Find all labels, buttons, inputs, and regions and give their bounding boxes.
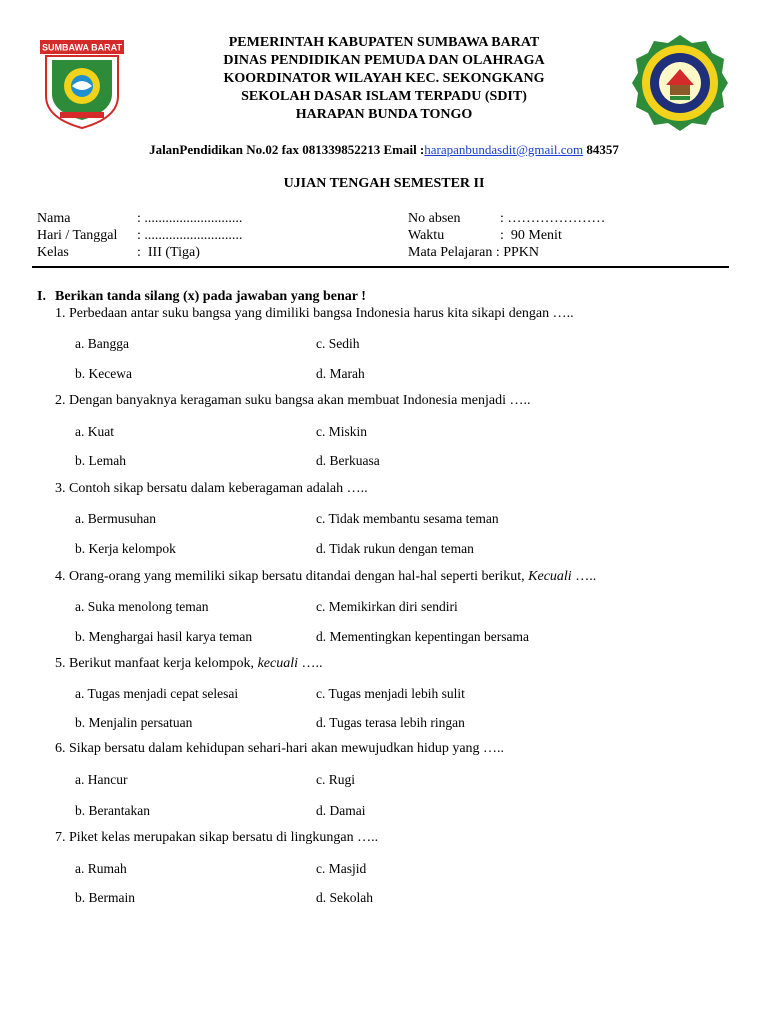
question	[55, 481, 368, 497]
school-address	[0, 142, 768, 158]
header-line-department: DINAS PENDIDIKAN PEMUDA DAN OLAHRAGA	[223, 53, 545, 68]
question-text: Sikap bersatu dalam kehidupan sehari-hari akan mewujudkan hidup yang …..	[69, 741, 505, 756]
option-b[interactable]: b. Bermain	[75, 890, 135, 905]
no-absen-label: No absen	[408, 211, 461, 226]
option-d[interactable]: d. Marah	[316, 366, 365, 381]
question-number: 4.	[55, 569, 66, 584]
option-c[interactable]: c. Memikirkan diri sendiri	[316, 599, 458, 614]
header-line-coordinator: KOORDINATOR WILAYAH KEC. SEKONGKANG	[223, 71, 545, 86]
option-a[interactable]: a. Bermusuhan	[75, 511, 156, 526]
question-text: Dengan banyaknya keragaman suku bangsa akan membuat Indonesia menjadi …..	[69, 393, 531, 408]
question	[55, 830, 378, 846]
option-c[interactable]: c. Rugi	[316, 772, 355, 787]
option-a[interactable]: a. Bangga	[75, 336, 129, 351]
waktu-value: : 90 Menit	[500, 228, 562, 243]
kelas-label: Kelas	[37, 245, 69, 260]
question	[55, 741, 504, 757]
no-absen-field[interactable]: : …………………	[500, 211, 606, 226]
question	[55, 656, 322, 672]
header-divider	[32, 266, 729, 268]
header-line-school-name: HARAPAN BUNDA TONGO	[295, 107, 473, 122]
option-c[interactable]: c. Tidak membantu sesama teman	[316, 511, 499, 526]
option-d[interactable]: d. Damai	[316, 803, 366, 818]
option-a[interactable]: a. Rumah	[75, 861, 127, 876]
header-line-government: PEMERINTAH KABUPATEN SUMBAWA BARAT	[228, 35, 540, 50]
option-d[interactable]: d. Mementingkan kepentingan bersama	[316, 629, 529, 644]
question-text: Perbedaan antar suku bangsa yang dimiliki bangsa Indonesia harus kita sikapi dengan …..	[69, 306, 574, 321]
email-link[interactable]: harapanbundasdit@gmail.com	[424, 142, 584, 157]
option-a[interactable]: a. Tugas menjadi cepat selesai	[75, 686, 239, 701]
question-text: Piket kelas merupakan sikap bersatu di lingkungan …..	[69, 830, 379, 845]
option-d[interactable]: d. Tugas terasa lebih ringan	[316, 715, 465, 730]
header-line-school-type: SEKOLAH DASAR ISLAM TERPADU (SDIT)	[241, 89, 527, 104]
option-a[interactable]: a. Hancur	[75, 772, 128, 787]
option-c[interactable]: c. Sedih	[316, 336, 360, 351]
question-number: 6.	[55, 741, 66, 756]
postal-code: 84357	[583, 142, 619, 157]
exam-title: UJIAN TENGAH SEMESTER II	[283, 176, 485, 191]
nama-label: Nama	[37, 211, 71, 226]
question-tail: …..	[571, 569, 597, 584]
question-text: Orang-orang yang memiliki sikap bersatu ditandai dengan hal-hal seperti berikut,	[69, 569, 529, 584]
option-d[interactable]: d. Berkuasa	[316, 453, 380, 468]
question-number: 7.	[55, 830, 66, 845]
section-instruction: Berikan tanda silang (x) pada jawaban yang benar !	[55, 289, 366, 304]
section-number: I.	[37, 289, 46, 304]
question-text: Contoh sikap bersatu dalam keberagaman adalah …..	[69, 481, 368, 496]
question-emphasis: Kecuali	[528, 569, 572, 584]
option-c[interactable]: c. Tugas menjadi lebih sulit	[316, 686, 465, 701]
hari-tanggal-label: Hari / Tanggal	[37, 228, 118, 243]
question-number: 5.	[55, 656, 66, 671]
address-text: JalanPendidikan No.02 fax 081339852213 Email :	[149, 142, 425, 157]
question-number: 3.	[55, 481, 66, 496]
option-d[interactable]: d. Sekolah	[316, 890, 373, 905]
option-b[interactable]: b. Berantakan	[75, 803, 150, 818]
option-c[interactable]: c. Masjid	[316, 861, 367, 876]
kelas-value: : III (Tiga)	[137, 245, 200, 260]
option-a[interactable]: a. Kuat	[75, 424, 114, 439]
option-c[interactable]: c. Miskin	[316, 424, 368, 439]
nama-field[interactable]: : ............................	[137, 211, 243, 226]
question	[55, 306, 574, 322]
logo-banner-text: SUMBAWA BARAT	[42, 42, 122, 53]
question-emphasis: kecuali	[257, 656, 298, 671]
option-a[interactable]: a. Suka menolong teman	[75, 599, 209, 614]
hari-tanggal-field[interactable]: : ............................	[137, 228, 243, 243]
option-d[interactable]: d. Tidak rukun dengan teman	[316, 541, 474, 556]
question-tail: …..	[297, 656, 323, 671]
option-b[interactable]: b. Kecewa	[75, 366, 132, 381]
option-b[interactable]: b. Lemah	[75, 453, 126, 468]
mata-pelajaran: Mata Pelajaran : PPKN	[408, 245, 540, 260]
question-number: 2.	[55, 393, 66, 408]
question-text: Berikut manfaat kerja kelompok,	[69, 656, 258, 671]
waktu-label: Waktu	[408, 228, 445, 243]
question	[55, 393, 530, 409]
question-number: 1.	[55, 306, 66, 321]
option-b[interactable]: b. Kerja kelompok	[75, 541, 176, 556]
option-b[interactable]: b. Menjalin persatuan	[75, 715, 193, 730]
option-b[interactable]: b. Menghargai hasil karya teman	[75, 629, 253, 644]
question	[55, 569, 596, 585]
